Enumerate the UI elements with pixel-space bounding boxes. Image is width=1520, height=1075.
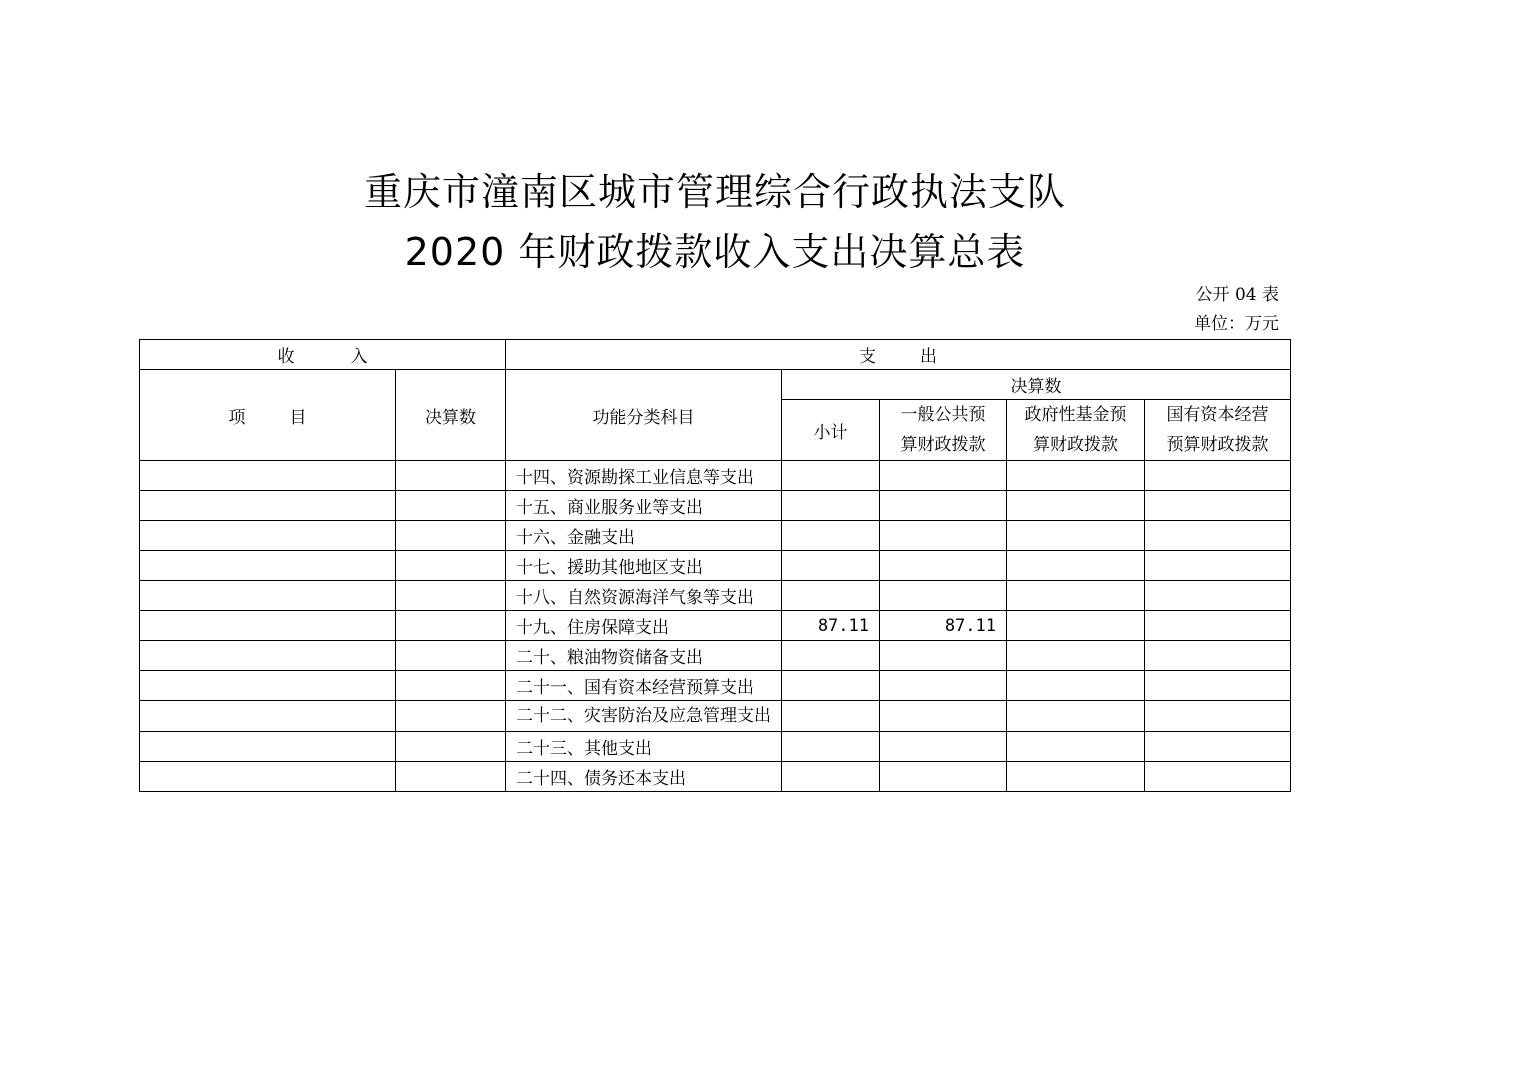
table-row (140, 671, 1291, 701)
income-item-cell (140, 701, 396, 732)
function-cell: 十七、援助其他地区支出 (506, 551, 782, 581)
col-header-gov-fund (1007, 400, 1145, 461)
income-amount-cell (396, 641, 506, 671)
column-header-row-1 (140, 370, 1291, 400)
subtotal-cell (782, 581, 880, 611)
income-amount-cell (396, 521, 506, 551)
form-code: 公开 04 表 (1195, 285, 1279, 305)
function-cell: 二十四、债务还本支出 (506, 762, 782, 792)
table-row (140, 701, 1291, 732)
general-budget-cell (880, 461, 1007, 491)
income-item-cell (140, 762, 396, 792)
income-item-cell (140, 491, 396, 521)
gov-fund-cell (1007, 671, 1145, 701)
section-header-row (140, 340, 1291, 370)
col-header-item-char-1: 项 (228, 407, 246, 428)
subtotal-cell (782, 701, 880, 732)
income-amount-cell (396, 611, 506, 641)
table-row (140, 491, 1291, 521)
income-item-cell (140, 461, 396, 491)
state-capital-cell (1145, 762, 1291, 792)
expense-header-char-2: 出 (920, 347, 937, 367)
subtotal-cell (782, 732, 880, 762)
general-budget-cell (880, 701, 1007, 732)
state-capital-cell (1145, 671, 1291, 701)
income-header-char-2: 入 (350, 347, 368, 367)
expense-header-char-1: 支 (859, 347, 876, 367)
state-capital-cell (1145, 701, 1291, 732)
page-title-line-2: 2020 年财政拨款收入支出决算总表 (404, 230, 1026, 274)
col-header-amount: 决算数 (396, 370, 506, 461)
general-budget-cell (880, 671, 1007, 701)
budget-summary-table (139, 339, 1291, 792)
general-budget-cell (880, 521, 1007, 551)
income-amount-cell (396, 581, 506, 611)
col-header-gov-fund-line-2: 算财政拨款 (1033, 435, 1118, 455)
state-capital-cell (1145, 581, 1291, 611)
subtotal-cell: 87.11 (782, 611, 880, 641)
general-budget-cell (880, 581, 1007, 611)
gov-fund-cell (1007, 551, 1145, 581)
subtotal-cell (782, 491, 880, 521)
expense-header (506, 340, 1291, 370)
gov-fund-cell (1007, 461, 1145, 491)
col-header-general-line-2: 算财政拨款 (900, 435, 986, 455)
state-capital-cell (1145, 491, 1291, 521)
table-row (140, 551, 1291, 581)
function-cell: 十五、商业服务业等支出 (506, 491, 782, 521)
general-budget-cell (880, 491, 1007, 521)
income-header-char-1: 收 (277, 347, 295, 367)
col-header-state-capital-line-1: 国有资本经营 (1166, 405, 1269, 425)
subtotal-cell (782, 551, 880, 581)
function-cell: 二十、粮油物资储备支出 (506, 641, 782, 671)
function-cell: 十九、住房保障支出 (506, 611, 782, 641)
income-header (140, 340, 506, 370)
income-amount-cell (396, 671, 506, 701)
table-row (140, 762, 1291, 792)
income-amount-cell (396, 491, 506, 521)
state-capital-cell (1145, 732, 1291, 762)
col-header-final: 决算数 (782, 370, 1291, 400)
gov-fund-cell (1007, 732, 1145, 762)
function-cell: 二十二、灾害防治及应急管理支出 (506, 701, 782, 732)
general-budget-cell (880, 762, 1007, 792)
function-cell: 十四、资源勘探工业信息等支出 (506, 461, 782, 491)
income-item-cell (140, 732, 396, 762)
col-header-subtotal: 小计 (782, 400, 880, 461)
subtotal-cell (782, 521, 880, 551)
col-header-item (140, 370, 396, 461)
income-item-cell (140, 521, 396, 551)
function-cell: 二十三、其他支出 (506, 732, 782, 762)
page-title-line-1: 重庆市潼南区城市管理综合行政执法支队 (363, 170, 1066, 214)
income-amount-cell (396, 461, 506, 491)
col-header-general (880, 400, 1007, 461)
table-row (140, 641, 1291, 671)
income-item-cell (140, 671, 396, 701)
col-header-state-capital (1145, 400, 1291, 461)
subtotal-cell (782, 671, 880, 701)
col-header-general-line-1: 一般公共预 (900, 405, 986, 425)
col-header-state-capital-line-2: 预算财政拨款 (1166, 435, 1269, 455)
table-row (140, 521, 1291, 551)
state-capital-cell (1145, 551, 1291, 581)
state-capital-cell (1145, 611, 1291, 641)
subtotal-cell (782, 641, 880, 671)
gov-fund-cell (1007, 521, 1145, 551)
general-budget-cell (880, 641, 1007, 671)
gov-fund-cell (1007, 641, 1145, 671)
income-item-cell (140, 551, 396, 581)
gov-fund-cell (1007, 491, 1145, 521)
table-row (140, 611, 1291, 641)
income-item-cell (140, 581, 396, 611)
gov-fund-cell (1007, 611, 1145, 641)
gov-fund-cell (1007, 701, 1145, 732)
income-amount-cell (396, 732, 506, 762)
general-budget-cell (880, 551, 1007, 581)
general-budget-cell (880, 732, 1007, 762)
col-header-function: 功能分类科目 (506, 370, 782, 461)
table-row (140, 581, 1291, 611)
income-amount-cell (396, 701, 506, 732)
state-capital-cell (1145, 461, 1291, 491)
income-amount-cell (396, 762, 506, 792)
function-cell: 十八、自然资源海洋气象等支出 (506, 581, 782, 611)
general-budget-cell: 87.11 (880, 611, 1007, 641)
state-capital-cell (1145, 521, 1291, 551)
income-amount-cell (396, 551, 506, 581)
subtotal-cell (782, 762, 880, 792)
state-capital-cell (1145, 641, 1291, 671)
gov-fund-cell (1007, 581, 1145, 611)
income-item-cell (140, 611, 396, 641)
table-row (140, 732, 1291, 762)
gov-fund-cell (1007, 762, 1145, 792)
table-row (140, 461, 1291, 491)
function-cell: 十六、金融支出 (506, 521, 782, 551)
subtotal-cell (782, 461, 880, 491)
function-cell: 二十一、国有资本经营预算支出 (506, 671, 782, 701)
unit-label: 单位：万元 (1194, 314, 1279, 334)
col-header-gov-fund-line-1: 政府性基金预 (1024, 405, 1127, 425)
col-header-item-char-2: 目 (289, 407, 307, 428)
income-item-cell (140, 641, 396, 671)
